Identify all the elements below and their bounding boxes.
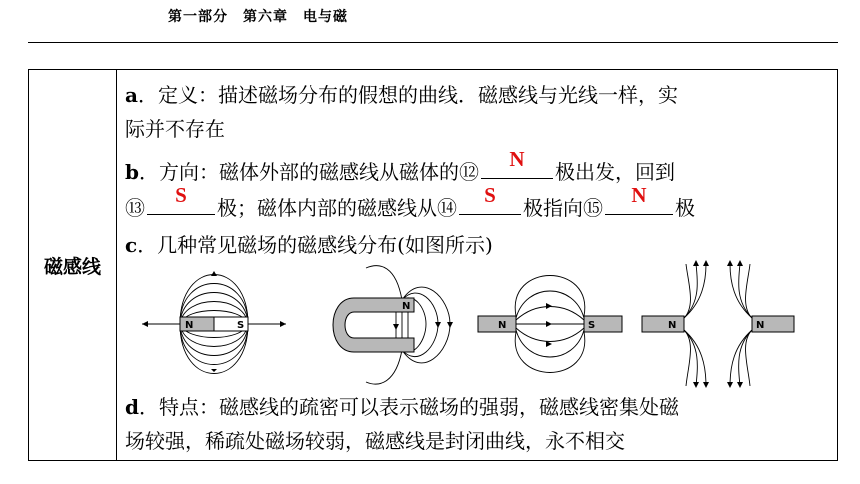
like-poles-n-label-left: N xyxy=(668,320,677,331)
answer-14: S xyxy=(484,183,496,207)
answer-12: N xyxy=(509,147,525,171)
unlike-poles-figure xyxy=(476,262,624,390)
direction-line-1: b．方向：磁体外部的磁感线从磁体的⑫ N 极出发，回到 xyxy=(125,156,675,187)
answer-blank-15 xyxy=(605,183,673,215)
answer-blank-12 xyxy=(481,147,553,179)
u-magnet-diagram xyxy=(318,262,450,390)
like-poles-figure xyxy=(640,262,796,390)
row-label: 磁感线 xyxy=(29,70,117,460)
direction-line-2: ⑬ S 极；磁体内部的磁感线从⑭ S 极指向⑮ N 极 xyxy=(125,192,695,223)
bar-magnet-s-label: S xyxy=(237,320,245,331)
answer-blank-14 xyxy=(459,183,521,215)
u-magnet-n-label: N xyxy=(402,301,411,312)
answer-blank-13 xyxy=(147,183,215,215)
unlike-poles-diagram xyxy=(476,262,624,390)
u-magnet-figure xyxy=(318,262,450,390)
bar-magnet-diagram xyxy=(140,262,288,390)
page-header: 第一部分 第六章 电与磁 xyxy=(168,9,348,25)
unlike-poles-s-label: S xyxy=(588,320,596,331)
common-fields-line: c．几种常见磁场的磁感线分布(如图所示) xyxy=(125,233,493,257)
definition-line-2: 际并不存在 xyxy=(125,117,225,141)
bar-magnet-n-label: N xyxy=(185,320,194,331)
header-divider xyxy=(28,42,838,43)
bar-magnet-figure xyxy=(140,262,288,390)
unlike-poles-n-label: N xyxy=(498,320,507,331)
answer-15: N xyxy=(631,183,647,207)
features-line-2: 场较强，稀疏处磁场较弱，磁感线是封闭曲线，永不相交 xyxy=(125,429,625,453)
features-line-1: d．特点：磁感线的疏密可以表示磁场的强弱，磁感线密集处磁 xyxy=(125,395,679,419)
like-poles-n-label-right: N xyxy=(756,320,765,331)
like-poles-diagram xyxy=(640,262,796,390)
answer-13: S xyxy=(175,183,187,207)
definition-line-1: a．定义：描述磁场分布的假想的曲线．磁感线与光线一样，实 xyxy=(125,83,678,107)
